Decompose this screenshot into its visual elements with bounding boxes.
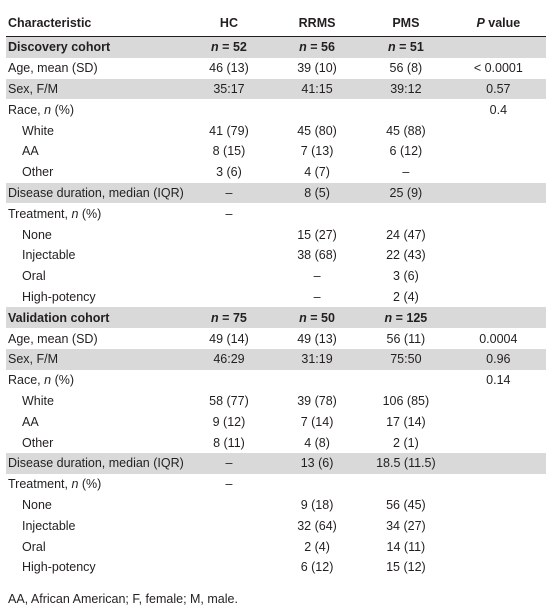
empty-cell [451,453,546,474]
empty-cell [185,99,273,120]
empty-cell [361,203,451,224]
table-row [6,453,546,474]
row-label: Injectable [22,518,76,533]
cell-value: 4 (7) [304,165,330,180]
row-label: Disease duration, median (IQR) [6,183,185,204]
empty-cell [185,536,273,557]
cell-value: 17 (14) [386,414,426,429]
cell-value: 25 (9) [361,183,451,204]
header-hc: HC [219,16,238,30]
table-row [6,391,546,412]
cohort-title: Validation cohort [6,307,185,328]
empty-cell [273,370,361,391]
empty-cell [451,287,546,308]
cell-value: 56 (45) [386,497,426,512]
empty-cell [451,536,546,557]
n-cell: n = 52 [185,37,273,58]
table-row [6,557,546,578]
table-row [6,245,546,266]
cell-value: – [225,206,233,221]
empty-cell [451,224,546,245]
cell-value: 2 (4) [393,289,419,304]
table-row [6,411,546,432]
empty-cell [451,266,546,287]
table-row [6,224,546,245]
table-row [6,79,546,100]
table-row [6,141,546,162]
empty-cell [185,557,273,578]
n-cell: n = 125 [361,307,451,328]
table-row [6,99,546,120]
row-label: White [22,393,54,408]
cell-value: 35:17 [185,79,273,100]
row-label: None [22,497,52,512]
cell-value: – [313,289,321,304]
cohort-header-row [6,307,546,328]
row-label: AA [22,144,39,159]
row-label: Race, n (%) [8,373,75,388]
cell-value: 56 (11) [386,331,426,346]
empty-cell [273,474,361,495]
table-row [6,432,546,453]
cell-value: 75:50 [361,349,451,370]
cell-value: 15 (27) [297,227,337,242]
row-label: Disease duration, median (IQR) [6,453,185,474]
header-p-value: P value [476,16,521,30]
row-label: Oral [22,269,46,284]
cell-value: 31:19 [273,349,361,370]
cell-value: 15 (12) [386,560,426,575]
cell-value: 56 (8) [389,61,423,76]
cell-value: 3 (6) [393,269,419,284]
empty-cell [451,495,546,516]
row-label: Oral [22,539,46,554]
empty-cell [451,37,546,58]
cell-value: 46:29 [185,349,273,370]
cell-value: 8 (11) [213,435,245,450]
cell-value: 9 (12) [212,414,246,429]
row-label: Age, mean (SD) [8,331,98,346]
empty-cell [185,266,273,287]
table-row [6,515,546,536]
cell-value: 39:12 [361,79,451,100]
n-cell: n = 51 [361,37,451,58]
table-row [6,370,546,391]
cell-value: 49 (13) [297,331,337,346]
empty-cell [185,287,273,308]
empty-cell [185,495,273,516]
empty-cell [451,391,546,412]
p-value: 0.96 [451,349,546,370]
table-row [6,328,546,349]
cell-value: – [402,165,410,180]
cell-value: 2 (1) [393,435,419,450]
cell-value: – [225,477,233,492]
empty-cell [451,120,546,141]
table-row [6,203,546,224]
table-row [6,266,546,287]
cell-value: 13 (6) [273,453,361,474]
cohort-title: Discovery cohort [6,37,185,58]
cell-value: 39 (78) [297,393,337,408]
cell-value: 38 (68) [297,248,337,263]
cell-value: 39 (10) [297,61,337,76]
cell-value: 41:15 [273,79,361,100]
cell-value: 34 (27) [386,518,426,533]
characteristics-table [6,10,546,578]
cell-value: 18.5 (11.5) [361,453,451,474]
n-cell: n = 50 [273,307,361,328]
cell-value: – [185,453,273,474]
header-pms: PMS [392,16,420,30]
row-label: AA [22,414,39,429]
row-label: Age, mean (SD) [8,61,98,76]
table-row [6,120,546,141]
empty-cell [451,411,546,432]
cell-value: 14 (11) [386,539,426,554]
cell-value: 106 (85) [382,393,430,408]
row-label: Other [22,435,54,450]
table-row [6,349,546,370]
cohort-header-row [6,37,546,58]
cell-value: 46 (13) [209,61,249,76]
table-row [6,495,546,516]
cell-value: 7 (13) [300,144,334,159]
table-row [6,287,546,308]
header-characteristic: Characteristic [8,16,92,30]
row-label: High-potency [22,289,96,304]
table-row [6,474,546,495]
row-label: Race, n (%) [8,102,75,117]
row-label: Other [22,165,54,180]
row-label: None [22,227,52,242]
cell-value: 24 (47) [386,227,426,242]
empty-cell [273,99,361,120]
table-row [6,162,546,183]
empty-cell [451,245,546,266]
cell-value: 49 (14) [209,331,249,346]
empty-cell [451,474,546,495]
p-value: 0.14 [486,373,511,388]
cell-value: 3 (6) [216,165,242,180]
cell-value: 45 (88) [386,123,426,138]
row-label: Sex, F/M [6,79,185,100]
cell-value: 22 (43) [386,248,426,263]
table-row [6,183,546,204]
empty-cell [451,557,546,578]
p-value: 0.57 [451,79,546,100]
empty-cell [451,141,546,162]
empty-cell [361,370,451,391]
cell-value: 2 (4) [304,539,330,554]
header-rrms: RRMS [298,16,336,30]
n-cell: n = 56 [273,37,361,58]
row-label: Treatment, n (%) [8,477,102,492]
empty-cell [273,203,361,224]
empty-cell [185,370,273,391]
empty-cell [185,515,273,536]
row-label: White [22,123,54,138]
cell-value: – [313,269,321,284]
p-value: 0.0004 [479,331,518,346]
cell-value: 4 (8) [304,435,330,450]
empty-cell [451,515,546,536]
row-label: Sex, F/M [6,349,185,370]
empty-cell [361,474,451,495]
cell-value: 9 (18) [300,497,334,512]
row-label: Injectable [22,248,76,263]
cell-value: 6 (12) [300,560,334,575]
table-row [6,58,546,79]
table-footnote: AA, African American; F, female; M, male. [8,592,238,606]
empty-cell [185,224,273,245]
n-cell: n = 75 [185,307,273,328]
cell-value: 58 (77) [209,393,249,408]
cell-value: 32 (64) [297,518,337,533]
empty-cell [451,183,546,204]
cell-value: 8 (15) [212,144,246,159]
p-value: < 0.0001 [473,61,523,76]
cell-value: 7 (14) [300,414,334,429]
empty-cell [361,99,451,120]
table-row [6,536,546,557]
empty-cell [185,245,273,266]
empty-cell [451,432,546,453]
row-label: High-potency [22,560,96,575]
cell-value: 45 (80) [297,123,337,138]
cell-value: – [185,183,273,204]
header-row [6,10,546,37]
cell-value: 41 (79) [209,123,249,138]
empty-cell [451,307,546,328]
row-label: Treatment, n (%) [8,206,102,221]
cell-value: 6 (12) [389,144,423,159]
empty-cell [451,162,546,183]
p-value: 0.4 [489,102,508,117]
empty-cell [451,203,546,224]
cell-value: 8 (5) [273,183,361,204]
